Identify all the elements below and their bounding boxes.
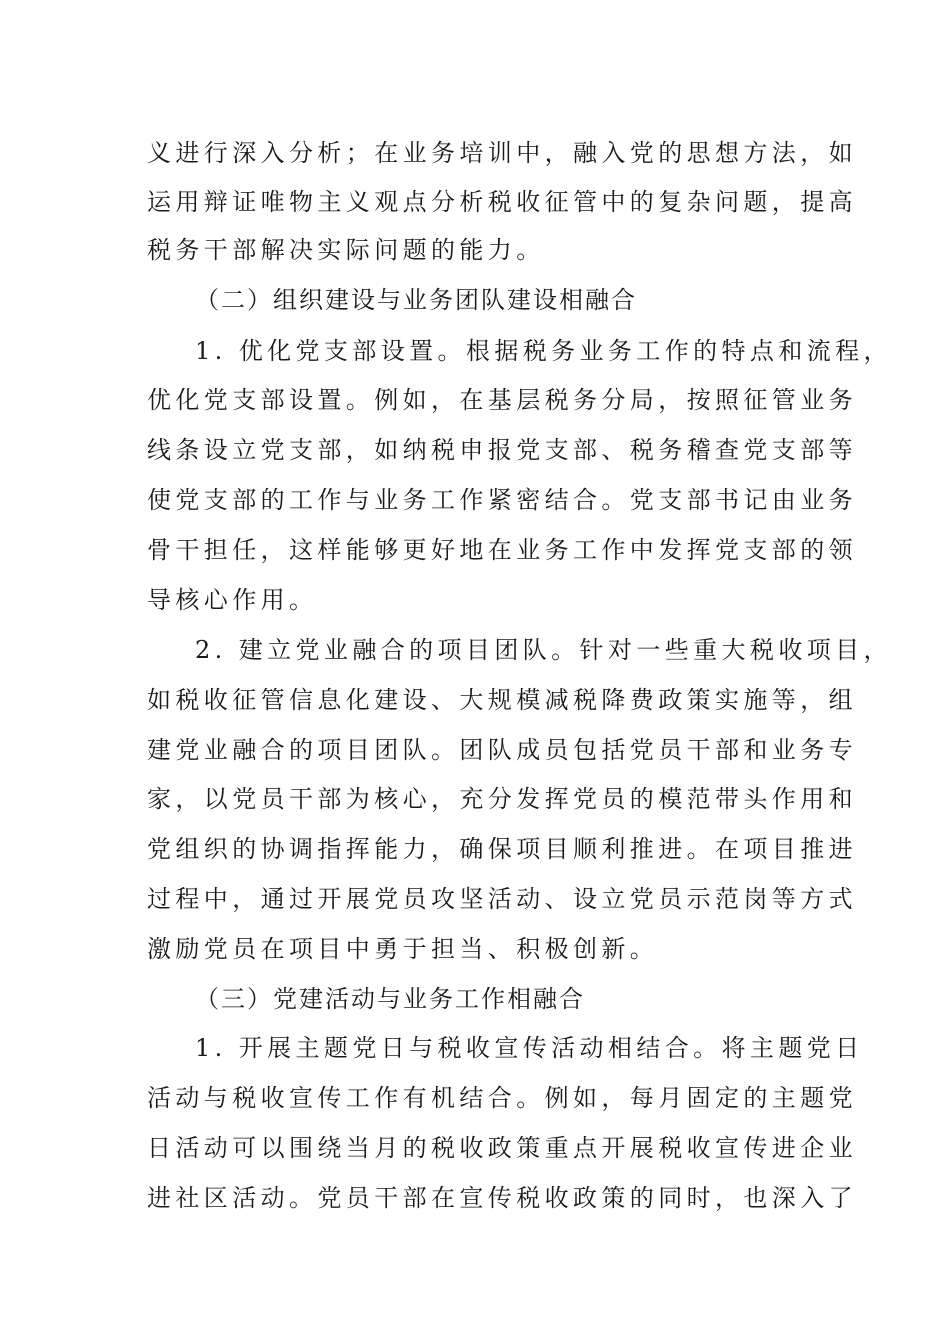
section-heading-3: （三）党建活动与业务工作相融合 xyxy=(195,985,585,1013)
text-line-15: 党组织的协调指挥能力，确保项目顺利推进。在项目推进 xyxy=(147,835,857,863)
text-line-16: 过程中，通过开展党员攻坚活动、设立党员示范岗等方式 xyxy=(147,885,857,913)
text-line-8: 使党支部的工作与业务工作紧密结合。党支部书记由业务 xyxy=(147,486,857,514)
text-line-5: 1. 优化党支部设置。根据税务业务工作的特点和流程， xyxy=(195,337,892,365)
text-line-13: 建党业融合的项目团队。团队成员包括党员干部和业务专 xyxy=(147,736,857,764)
text-line-17: 激励党员在项目中勇于担当、积极创新。 xyxy=(147,935,659,963)
text-line-21: 日活动可以围绕当月的税收政策重点开展税收宣传进企业 xyxy=(147,1134,857,1162)
text-line-12: 如税收征管信息化建设、大规模减税降费政策实施等，组 xyxy=(147,686,857,714)
text-line-3: 税务干部解决实际问题的能力。 xyxy=(147,236,545,264)
text-line-7: 线条设立党支部，如纳税申报党支部、税务稽查党支部等 xyxy=(147,436,857,464)
text-line-1: 义进行深入分析；在业务培训中，融入党的思想方法，如 xyxy=(147,139,857,167)
text-line-10: 导核心作用。 xyxy=(147,586,318,614)
text-line-9: 骨干担任，这样能够更好地在业务工作中发挥党支部的领 xyxy=(147,536,857,564)
text-line-14: 家，以党员干部为核心，充分发挥党员的模范带头作用和 xyxy=(147,785,857,813)
section-heading-2: （二）组织建设与业务团队建设相融合 xyxy=(195,286,637,314)
text-line-22: 进社区活动。党员干部在宣传税收政策的同时，也深入了 xyxy=(147,1184,857,1212)
text-line-20: 活动与税收宣传工作有机结合。例如，每月固定的主题党 xyxy=(147,1084,857,1112)
text-line-2: 运用辩证唯物主义观点分析税收征管中的复杂问题，提高 xyxy=(147,188,857,216)
text-line-6: 优化党支部设置。例如，在基层税务分局，按照征管业务 xyxy=(147,386,857,414)
text-line-11: 2. 建立党业融合的项目团队。针对一些重大税收项目， xyxy=(195,636,892,664)
text-line-19: 1. 开展主题党日与税收宣传活动相结合。将主题党日 xyxy=(195,1034,864,1062)
